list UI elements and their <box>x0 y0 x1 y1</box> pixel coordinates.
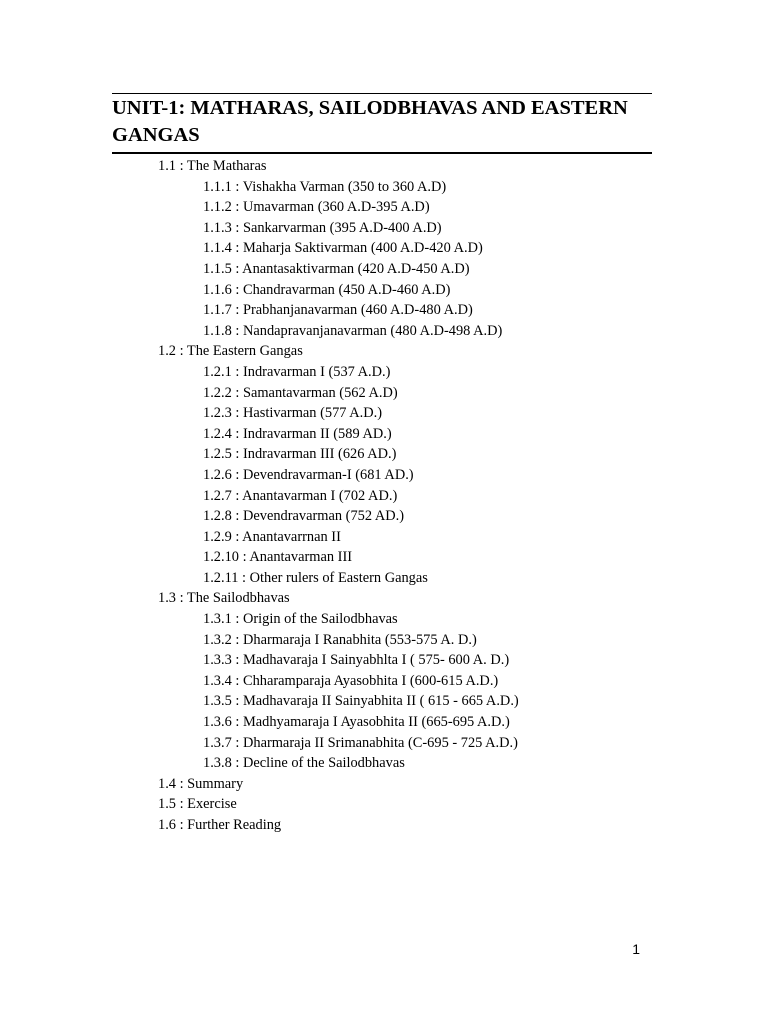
toc-subsection: 1.3.5 : Madhavaraja II Sainyabhita II ( 615 - 665 A.D.) <box>203 693 519 710</box>
toc-section: 1.6 : Further Reading <box>158 817 282 833</box>
toc-subsection: 1.1.4 : Maharja Saktivarman (400 A.D-420 A.D) <box>203 240 483 257</box>
toc-subsection: 1.2.2 : Samantavarman (562 A.D) <box>203 384 398 401</box>
toc-subsection: 1.2.6 : Devendravarman-I (681 AD.) <box>203 466 414 483</box>
toc-section: 1.3 : The Sailodbhavas <box>158 590 290 607</box>
table-of-contents <box>0 156 768 836</box>
toc-subsection: 1.2.3 : Hastivarman (577 A.D.) <box>203 405 383 422</box>
toc-subsection: 1.3.7 : Dharmaraja II Srimanabhita (C-695 - 725 A.D.) <box>203 734 518 751</box>
toc-subsection: 1.2.11 : Other rulers of Eastern Gangas <box>203 569 428 586</box>
toc-subsection: 1.3.8 : Decline of the Sailodbhavas <box>203 755 405 772</box>
toc-subsection: 1.2.10 : Anantavarman III <box>203 549 353 566</box>
toc-section: 1.2 : The Eastern Gangas <box>158 343 303 360</box>
toc-subsection: 1.1.1 : Vishakha Varman (350 to 360 A.D) <box>203 178 447 195</box>
toc-subsection: 1.3.1 : Origin of the Sailodbhavas <box>203 611 398 628</box>
toc-section: 1.5 : Exercise <box>158 796 237 813</box>
toc-section: 1.4 : Summary <box>158 775 244 792</box>
toc-subsection: 1.2.4 : Indravarman II (589 AD.) <box>203 425 392 442</box>
toc-subsection: 1.2.9 : Anantavarrnan II <box>203 528 341 545</box>
toc-subsection: 1.2.5 : Indravarman III (626 AD.) <box>203 446 397 463</box>
toc-subsection: 1.1.3 : Sankarvarman (395 A.D-400 A.D) <box>203 219 442 236</box>
toc-subsection: 1.2.8 : Devendravarman (752 AD.) <box>203 508 405 525</box>
toc-subsection: 1.3.2 : Dharmaraja I Ranabhita (553-575 A. D.) <box>203 631 477 648</box>
toc-subsection: 1.3.4 : Chharamparaja Ayasobhita I (600-615 A.D.) <box>203 672 499 689</box>
title-top-rule <box>112 93 652 94</box>
toc-subsection: 1.2.1 : Indravarman I (537 A.D.) <box>203 363 391 380</box>
toc-subsection: 1.1.5 : Anantasaktivarman (420 A.D-450 A.D) <box>203 260 470 277</box>
toc-section: 1.1 : The Matharas <box>158 158 267 174</box>
toc-subsection: 1.1.2 : Umavarman (360 A.D-395 A.D) <box>203 199 430 216</box>
toc-subsection: 1.1.7 : Prabhanjanavarman (460 A.D-480 A.D) <box>203 302 473 319</box>
toc-subsection: 1.3.6 : Madhyamaraja I Ayasobhita II (665-695 A.D.) <box>203 714 510 731</box>
title-bottom-rule <box>112 152 652 154</box>
toc-subsection: 1.2.7 : Anantavarman I (702 AD.) <box>203 487 398 504</box>
toc-subsection: 1.1.6 : Chandravarman (450 A.D-460 A.D) <box>203 281 451 298</box>
toc-subsection: 1.3.3 : Madhavaraja I Sainyabhlta I ( 575- 600 A. D.) <box>203 652 510 669</box>
unit-title: UNIT-1: MATHARAS, SAILODBHAVAS AND EASTERN GANGAS <box>112 97 628 146</box>
toc-subsection: 1.1.8 : Nandapravanjanavarman (480 A.D-498 A.D) <box>203 322 503 339</box>
page-number: 1 <box>632 941 640 957</box>
